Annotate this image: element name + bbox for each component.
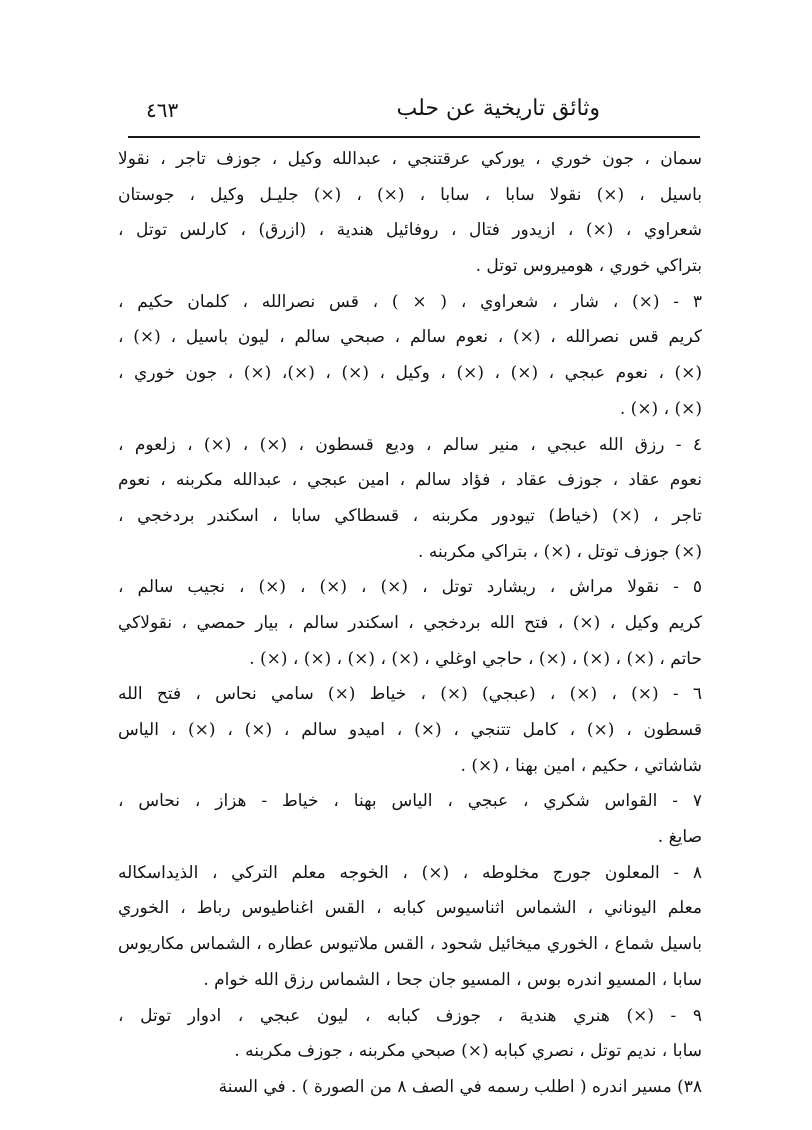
text-line: ٧ - القواس شكري ، عبجي ، الياس بهنا ، خياط - هزاز ، نحاس ،	[118, 791, 702, 812]
text-line: صايغ .	[657, 827, 702, 848]
text-line: ٣ - (×) ، شار ، شعراوي ، ( × ) ، قس نصرالله ، كلمان حكيم ،	[118, 291, 702, 312]
text-line: سابا ، المسيو اندره بوس ، المسيو جان جحا ، الشماس رزق الله خوام .	[203, 969, 702, 990]
text-line: شاشاتي ، حكيم ، امين بهنا ، (×) .	[460, 755, 702, 776]
text-line: باسيل ، (×) نقولا سابا ، سابا ، (×) ، (×) جليـل وكيل ، جوستان	[118, 184, 702, 205]
paragraph	[118, 856, 702, 999]
text-line: ٨ - المعلون جورج مخلوطه ، (×) ، الخوجه معلم التركي ، الذيداسكاله	[118, 862, 702, 883]
text-line: باسيل شماع ، الخوري ميخائيل شحود ، القس ملاتيوس عطاره ، الشماس مكاريوس	[118, 934, 702, 955]
text-line: سمان ، جون خوري ، يوركي عرقتنجي ، عبدالله وكيل ، جوزف تاجر ، نقولا	[118, 149, 702, 169]
text-line: نعوم عقاد ، جوزف عقاد ، فؤاد سالم ، امين عبجي ، عبدالله مكربنه ، نعوم	[118, 470, 702, 491]
header-rule	[128, 136, 700, 138]
document-body	[118, 142, 702, 1106]
paragraph	[118, 142, 702, 285]
text-line: (×) جوزف توتل ، (×) ، بتراكي مكربنه .	[418, 541, 702, 562]
paragraph	[118, 570, 702, 677]
page-header	[128, 96, 700, 132]
text-line: ٥ - نقولا مراش ، ريشارد توتل ، (×) ، (×) ، (×) ، نجيب سالم ،	[118, 577, 702, 598]
paragraph	[118, 677, 702, 784]
page-number: ٤٦٣	[146, 98, 179, 122]
text-line: ٤ - رزق الله عبجي ، منير سالم ، وديع قسطون ، (×) ، (×) ، زلعوم ،	[118, 434, 702, 455]
text-line: بتراكي خوري ، هوميروس توتل .	[475, 256, 702, 277]
paragraph	[118, 428, 702, 571]
text-line: ٦ - (×) ، (×) ، (عبجي) (×) ، خياط (×) سامي نحاس ، فتح الله	[118, 684, 702, 705]
text-line: سابا ، نديم توتل ، نصري كبابه (×) صبحي مكربنه ، جوزف مكربنه .	[234, 1041, 702, 1062]
text-line: ٣٨) مسير اندره ( اطلب رسمه في الصف ٨ من الصورة ) . في السنة	[218, 1076, 702, 1097]
running-title: وثائق تاريخية عن حلب	[396, 96, 600, 121]
text-line: تاجر ، (×) (خياط) تيودور مكربنه ، قسطاكي سابا ، اسكندر بردخجي ،	[118, 505, 702, 526]
text-line: حاتم ، (×) ، (×) ، (×) ، حاجي اوغلي ، (×) ، (×) ، (×) ، (×) .	[249, 648, 702, 669]
text-line: (×) ، (×) .	[619, 398, 702, 419]
text-line: (×) ، نعوم عبجي ، (×) ، (×) ، وكيل ، (×) ، (×)، (×) ، جون خوري ،	[118, 363, 702, 384]
text-line: شعراوي ، (×) ، ازيدور فتال ، روفائيل هندية ، (ازرق) ، كارلس توتل ،	[118, 220, 702, 241]
paragraph	[118, 285, 702, 428]
paragraph	[118, 999, 702, 1070]
paragraph	[118, 784, 702, 855]
text-line: كريم وكيل ، (×) ، فتح الله بردخجي ، اسكندر سالم ، بيار حمصي ، نقولاكي	[118, 612, 702, 633]
paragraph	[118, 1070, 702, 1106]
text-line: ٩ - (×) هنري هندية ، جوزف كبابه ، ليون عبجي ، ادوار توتل ،	[118, 1005, 702, 1026]
text-line: معلم اليوناني ، الشماس اثناسيوس كبابه ، القس اغناطيوس رباط ، الخوري	[118, 898, 702, 919]
text-line: قسطون ، (×) ، كامل تتنجي ، (×) ، اميدو سالم ، (×) ، (×) ، الياس	[118, 720, 702, 740]
text-line: كريم قس نصرالله ، (×) ، نعوم سالم ، صبحي سالم ، ليون باسيل ، (×) ،	[118, 327, 702, 348]
